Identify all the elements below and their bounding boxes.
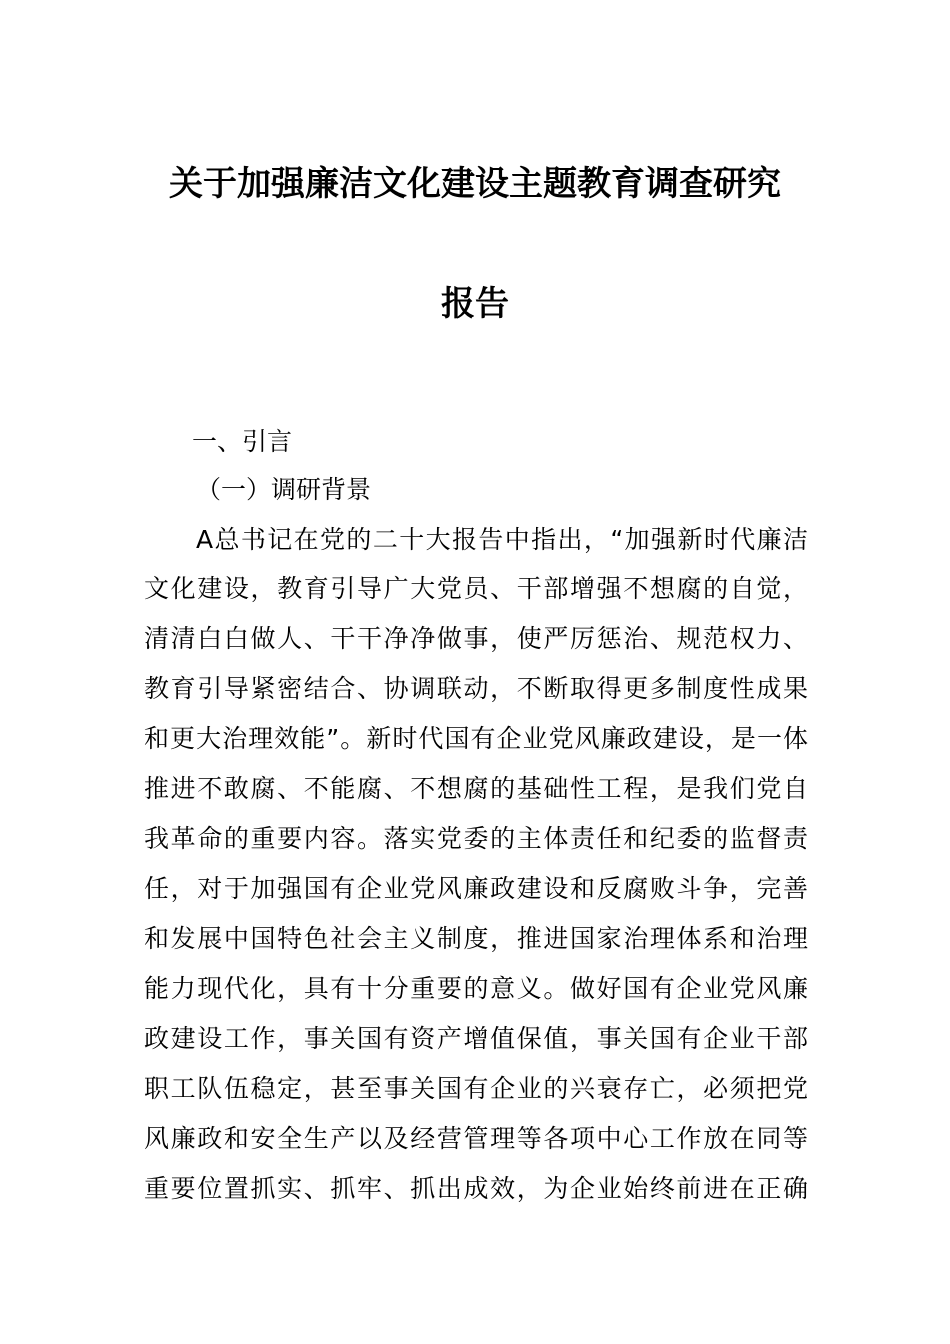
- paragraph-line: 和发展中国特色社会主义制度，推进国家治理体系和治理: [144, 924, 808, 953]
- paragraph-line: 任，对于加强国有企业党风廉政建设和反腐败斗争，完善: [144, 874, 808, 903]
- paragraph-line: 文化建设，教育引导广大党员、干部增强不想腐的自觉，: [144, 574, 808, 603]
- subsection-heading-background: （一）调研背景: [196, 475, 372, 504]
- paragraph-line: 风廉政和安全生产以及经营管理等各项中心工作放在同等: [144, 1124, 808, 1153]
- paragraph-line: 职工队伍稳定，甚至事关国有企业的兴衰存亡，必须把党: [144, 1074, 808, 1103]
- paragraph-line: 政建设工作，事关国有资产增值保值，事关国有企业干部: [144, 1024, 808, 1053]
- document-title-line-2: 报告: [441, 284, 509, 324]
- paragraph-line: 和更大治理效能”。新时代国有企业党风廉政建设，是一体: [144, 724, 808, 753]
- paragraph-line: A总书记在党的二十大报告中指出，“加强新时代廉洁: [196, 525, 808, 554]
- section-heading-introduction: 一、引言: [192, 427, 293, 456]
- paragraph-line: 重要位置抓实、抓牢、抓出成效，为企业始终前进在正确: [144, 1174, 808, 1203]
- paragraph-line: 清清白白做人、干干净净做事，使严厉惩治、规范权力、: [144, 624, 808, 653]
- document-title-line-1: 关于加强廉洁文化建设主题教育调查研究: [169, 164, 781, 204]
- paragraph-line: 能力现代化，具有十分重要的意义。做好国有企业党风廉: [144, 974, 808, 1003]
- paragraph-line: 我革命的重要内容。落实党委的主体责任和纪委的监督责: [144, 824, 808, 853]
- paragraph-line: 教育引导紧密结合、协调联动，不断取得更多制度性成果: [144, 674, 808, 703]
- paragraph-line: 推进不敢腐、不能腐、不想腐的基础性工程，是我们党自: [144, 774, 808, 803]
